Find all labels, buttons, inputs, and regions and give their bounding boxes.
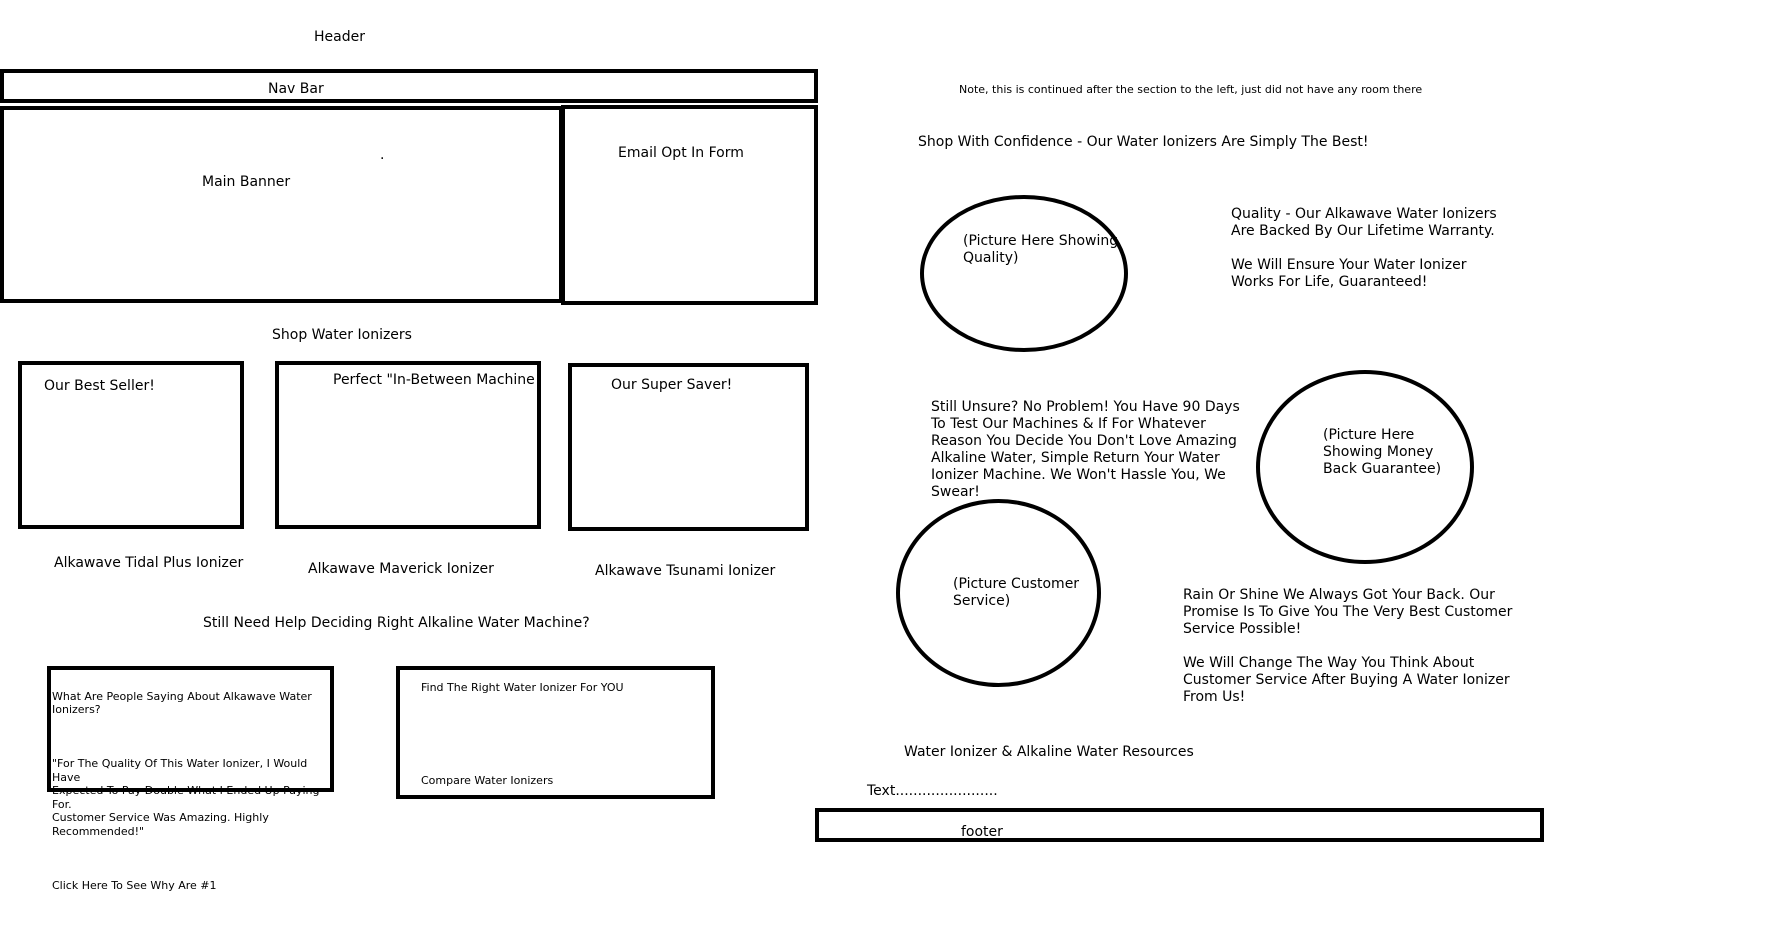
email-opt-in-label: Email Opt In Form [618, 145, 744, 161]
customer-service-picture-label: (Picture Customer Service) [953, 576, 1080, 609]
resources-text: Text....................... [867, 783, 998, 799]
main-banner-label: Main Banner [202, 174, 291, 190]
continuation-note: Note, this is continued after the section to the left, just did not have any room there [959, 83, 1423, 96]
quality-picture-label: (Picture Here Showing Quality) [963, 233, 1119, 266]
footer-box [815, 808, 1544, 842]
product-2-name: Alkawave Maverick Ionizer [308, 561, 494, 577]
header-label: Header [314, 29, 365, 45]
testimonial-quote: "For The Quality Of This Water Ionizer, I Would Have Expected To Pay Double What I Ended Up Paying For. Customer Service Was Amazing. Highly Recommended!" [52, 757, 320, 838]
testimonial-content [52, 676, 332, 906]
quality-text: Quality - Our Alkawave Water Ionizers Are Backed By Our Lifetime Warranty. We Will Ensure Your Water Ionizer Works For Life, Guaranteed! [1231, 206, 1497, 290]
nav-bar-box [0, 69, 818, 103]
resources-heading: Water Ionizer & Alkaline Water Resources [904, 744, 1194, 760]
product-3-box-label: Our Super Saver! [611, 377, 733, 393]
help-heading: Still Need Help Deciding Right Alkaline Water Machine? [203, 615, 590, 631]
shop-heading: Shop Water Ionizers [272, 327, 412, 343]
product-1-name: Alkawave Tidal Plus Ionizer [54, 555, 244, 571]
confidence-heading: Shop With Confidence - Our Water Ionizers Are Simply The Best! [918, 134, 1369, 150]
money-back-picture-label: (Picture Here Showing Money Back Guarantee) [1323, 427, 1442, 477]
compare-link[interactable]: Compare Water Ionizers [421, 774, 554, 787]
footer-label: footer [961, 824, 1003, 840]
nav-bar-label: Nav Bar [268, 81, 324, 97]
banner-dot: . [380, 147, 385, 163]
main-banner-box [0, 106, 563, 303]
unsure-text: Still Unsure? No Problem! You Have 90 Days To Test Our Machines & If For Whatever Reason You Decide You Don't Love Amazing Alkaline Water, Simple Return Your Water Ionizer Machine. We Won't Hassle You, We Swear! [931, 399, 1240, 500]
product-3-name: Alkawave Tsunami Ionizer [595, 563, 776, 579]
product-2-box-label: Perfect "In-Between Machine [333, 372, 535, 388]
finder-title: Find The Right Water Ionizer For YOU [421, 681, 624, 694]
testimonial-title: What Are People Saying About Alkawave Water Ionizers? [52, 689, 312, 716]
product-1-box-label: Our Best Seller! [44, 378, 155, 394]
testimonial-link[interactable]: Click Here To See Why Are #1 [52, 878, 217, 892]
quality-picture-circle [920, 195, 1128, 352]
service-text: Rain Or Shine We Always Got Your Back. Our Promise Is To Give You The Very Best Customer Service Possible! We Will Change The Way You Think About Customer Service After Buying A Water Ionizer From Us! [1183, 587, 1513, 705]
email-opt-in-box [561, 105, 818, 305]
